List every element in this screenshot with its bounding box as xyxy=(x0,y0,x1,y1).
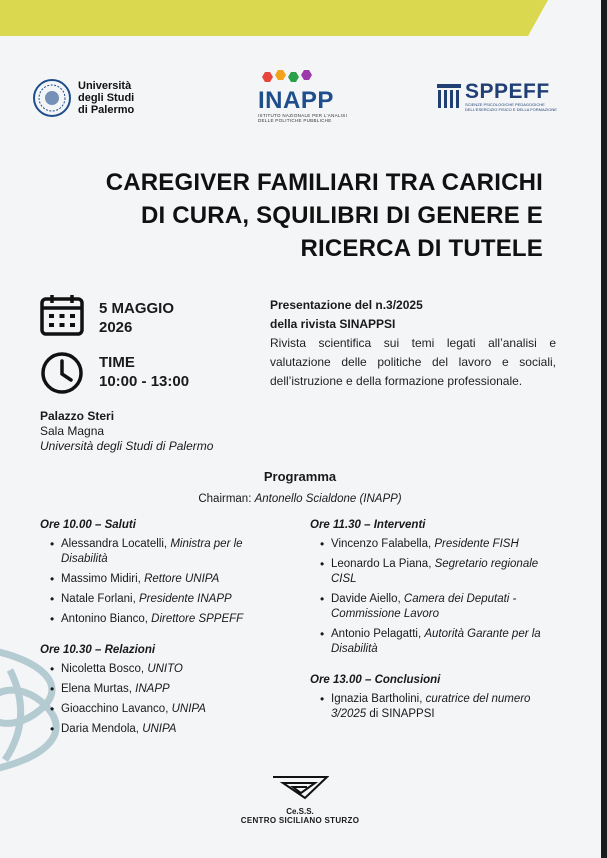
sppeff-sub1: SCIENZE PSICOLOGICHE PEDAGOGICHE xyxy=(465,102,545,107)
venue-room: Sala Magna xyxy=(40,424,105,438)
speaker-list xyxy=(310,537,560,657)
section-heading: Ore 13.00 – Conclusioni xyxy=(310,674,441,686)
speaker-name: Daria Mendola, xyxy=(61,723,139,735)
inapp-sub1: ISTITUTO NAZIONALE PER L'ANALISI xyxy=(258,113,348,118)
programme-title: Programma xyxy=(263,469,337,484)
event-time xyxy=(99,353,189,391)
programme-left-column xyxy=(40,518,280,753)
speaker-name: Nicoletta Bosco, xyxy=(61,663,145,675)
speaker-role: UNIPA xyxy=(142,723,177,735)
sppeff-building-icon xyxy=(436,82,462,110)
section-heading: Ore 10.30 – Relazioni xyxy=(40,644,156,656)
right-frame-edge xyxy=(601,0,607,858)
list-item xyxy=(61,537,280,567)
presentation-block xyxy=(270,296,556,391)
sppeff-name: SPPEFF xyxy=(465,80,550,103)
presentation-title-line1: Presentazione del n.3/2025 xyxy=(270,298,423,312)
speaker-name: Natale Forlani, xyxy=(61,593,136,605)
inapp-sub2: DELLE POLITICHE PUBBLICHE xyxy=(258,118,332,123)
list-item xyxy=(61,682,280,697)
footer-abbr: Ce.S.S. xyxy=(286,807,314,816)
speaker-list xyxy=(310,692,560,722)
speaker-name: Alessandra Locatelli, xyxy=(61,538,168,550)
inapp-name: INAPP xyxy=(258,87,334,114)
list-item xyxy=(331,627,560,657)
list-item xyxy=(61,612,280,627)
cess-footer-logo xyxy=(0,774,600,825)
chairman-label: Chairman: xyxy=(198,493,252,505)
inapp-hexagons-icon xyxy=(258,70,318,84)
date-line1: 5 MAGGIO xyxy=(99,300,175,317)
venue-org: Università degli Studi di Palermo xyxy=(40,439,214,453)
speaker-role-suffix: di SINAPPSI xyxy=(369,708,435,720)
list-item xyxy=(61,592,280,607)
speaker-role: UNIPA xyxy=(171,703,206,715)
venue-name: Palazzo Steri xyxy=(40,409,115,423)
speaker-role: Presidente INAPP xyxy=(139,593,232,605)
sppeff-sub2: DELL'ESERCIZIO FISICO E DELLA FORMAZIONE xyxy=(465,107,557,112)
speaker-role: INAPP xyxy=(135,683,170,695)
speaker-name: Vincenzo Falabella, xyxy=(331,538,432,550)
speaker-role: Segretario regionale CISL xyxy=(331,558,539,585)
speaker-name: Leonardo La Piana, xyxy=(331,558,432,570)
section-heading: Ore 10.00 – Saluti xyxy=(40,519,136,531)
list-item xyxy=(331,537,560,552)
speaker-name: Antonino Bianco, xyxy=(61,613,148,625)
speaker-list xyxy=(40,662,280,737)
unipa-line3: di Palermo xyxy=(78,104,135,116)
speaker-name: Elena Murtas, xyxy=(61,683,132,695)
chairman-name: Antonello Scialdone (INAPP) xyxy=(254,493,402,505)
list-item xyxy=(61,702,280,717)
chairman-line xyxy=(0,493,600,505)
event-title xyxy=(43,166,543,265)
time-label: TIME xyxy=(99,354,135,371)
venue-block xyxy=(40,409,213,454)
calendar-icon xyxy=(40,294,84,336)
speaker-role: Ministra per le Disabilità xyxy=(61,538,243,565)
date-line2: 2026 xyxy=(99,319,133,336)
top-yellow-band xyxy=(0,0,560,36)
speaker-name: Gioacchino Lavanco, xyxy=(61,703,169,715)
cess-spiral-icon xyxy=(271,774,329,800)
speaker-name: Ignazia Bartholini, xyxy=(331,693,423,705)
event-date xyxy=(99,299,174,337)
presentation-body: Rivista scientifica sui temi legati all’analisi e valutazione delle politiche del lavoro e sociali, dell’istruzione e della formazione professionale. xyxy=(270,336,556,388)
inapp-logo xyxy=(258,70,354,123)
time-value: 10:00 - 13:00 xyxy=(99,373,190,390)
list-item xyxy=(331,557,560,587)
presentation-title-line2: della rivista SINAPPSI xyxy=(270,317,396,331)
programme-right-column xyxy=(310,518,560,738)
unipa-line1: Università xyxy=(78,80,132,92)
list-item xyxy=(331,592,560,622)
speaker-list xyxy=(40,537,280,627)
list-item xyxy=(61,662,280,677)
sppeff-logo xyxy=(436,82,557,112)
list-item xyxy=(61,572,280,587)
speaker-role: Presidente FISH xyxy=(434,538,519,550)
footer-name: CENTRO SICILIANO STURZO xyxy=(240,816,360,825)
title-line3: RICERCA DI TUTELE xyxy=(300,235,543,262)
speaker-role: Camera dei Deputati - Commissione Lavoro xyxy=(331,593,517,620)
title-line1: CAREGIVER FAMILIARI TRA CARICHI xyxy=(105,169,543,196)
clock-icon xyxy=(40,351,84,395)
list-item xyxy=(331,692,560,722)
unipa-logo xyxy=(32,78,134,118)
speaker-role: Direttore SPPEFF xyxy=(151,613,244,625)
unipa-line2: degli Studi xyxy=(78,92,135,104)
speaker-role: Rettore UNIPA xyxy=(144,573,220,585)
speaker-role: Autorità Garante per la Disabilità xyxy=(331,628,541,655)
title-line2: DI CURA, SQUILIBRI DI GENERE E xyxy=(140,202,543,229)
unipa-seal-icon xyxy=(32,78,72,118)
list-item xyxy=(61,722,280,737)
section-heading: Ore 11.30 – Interventi xyxy=(310,519,426,531)
speaker-name: Davide Aiello, xyxy=(331,593,401,605)
speaker-role: curatrice del numero 3/2025 xyxy=(331,693,531,720)
speaker-role: UNITO xyxy=(147,663,183,675)
speaker-name: Massimo Midiri, xyxy=(61,573,141,585)
speaker-name: Antonio Pelagatti, xyxy=(331,628,422,640)
